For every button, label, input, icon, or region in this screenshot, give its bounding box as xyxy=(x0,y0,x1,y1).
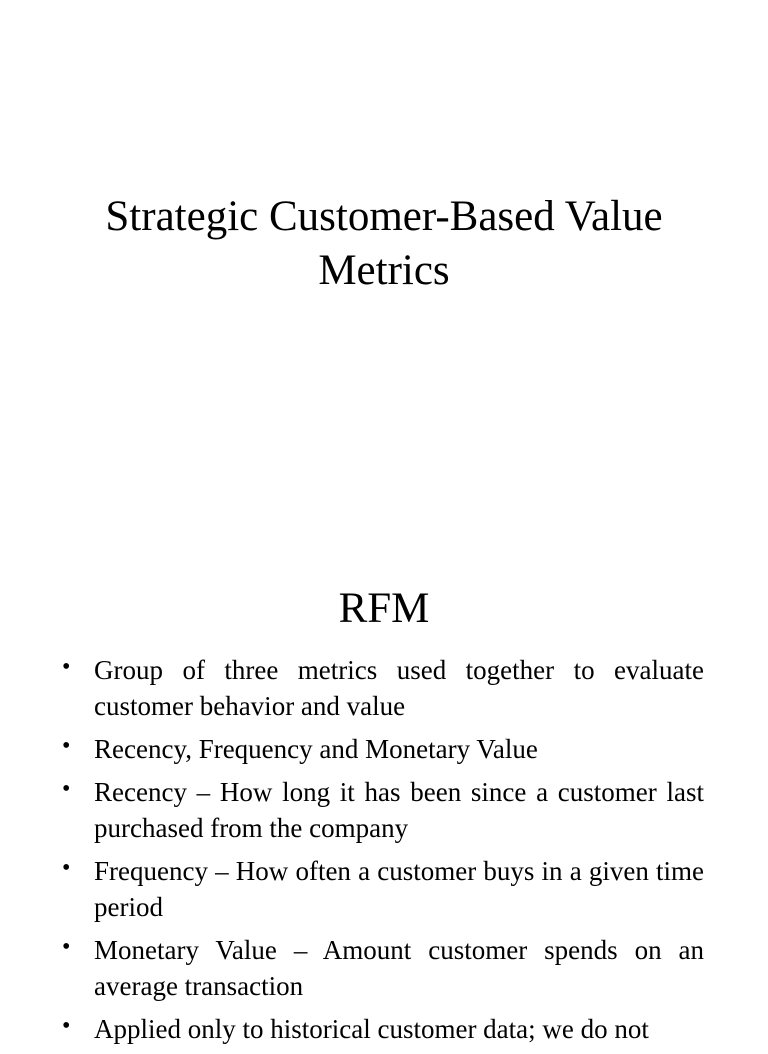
bullet-icon: • xyxy=(62,733,71,759)
bullet-text: Applied only to historical customer data; we do not xyxy=(94,1014,649,1044)
bullet-item xyxy=(62,1011,704,1047)
bullet-text: Monetary Value – Amount customer spends on an average transaction xyxy=(94,935,704,1001)
bullet-text: Recency, Frequency and Monetary Value xyxy=(94,734,538,764)
title-line-1: Strategic Customer-Based Value xyxy=(105,193,663,240)
bullet-item xyxy=(62,932,704,1004)
bullet-icon: • xyxy=(62,776,71,802)
rfm-slide xyxy=(0,560,768,1044)
bullet-icon: • xyxy=(62,654,71,680)
bullet-item xyxy=(62,731,704,767)
bullet-text: Frequency – How often a customer buys in a given time period xyxy=(94,856,704,922)
bullet-icon: • xyxy=(62,1013,71,1039)
title-line-2: Metrics xyxy=(318,247,450,294)
bullet-icon: • xyxy=(62,934,71,960)
rfm-heading: RFM xyxy=(338,585,430,632)
bullet-item xyxy=(62,853,704,925)
bullet-text: Group of three metrics used together to evaluate customer behavior and value xyxy=(94,655,704,721)
slide-title xyxy=(40,190,728,298)
bullet-list xyxy=(62,652,704,1054)
bullet-text: Recency – How long it has been since a customer last purchased from the company xyxy=(94,777,704,843)
bullet-item xyxy=(62,652,704,724)
bullet-item xyxy=(62,774,704,846)
bullet-icon: • xyxy=(62,855,71,881)
